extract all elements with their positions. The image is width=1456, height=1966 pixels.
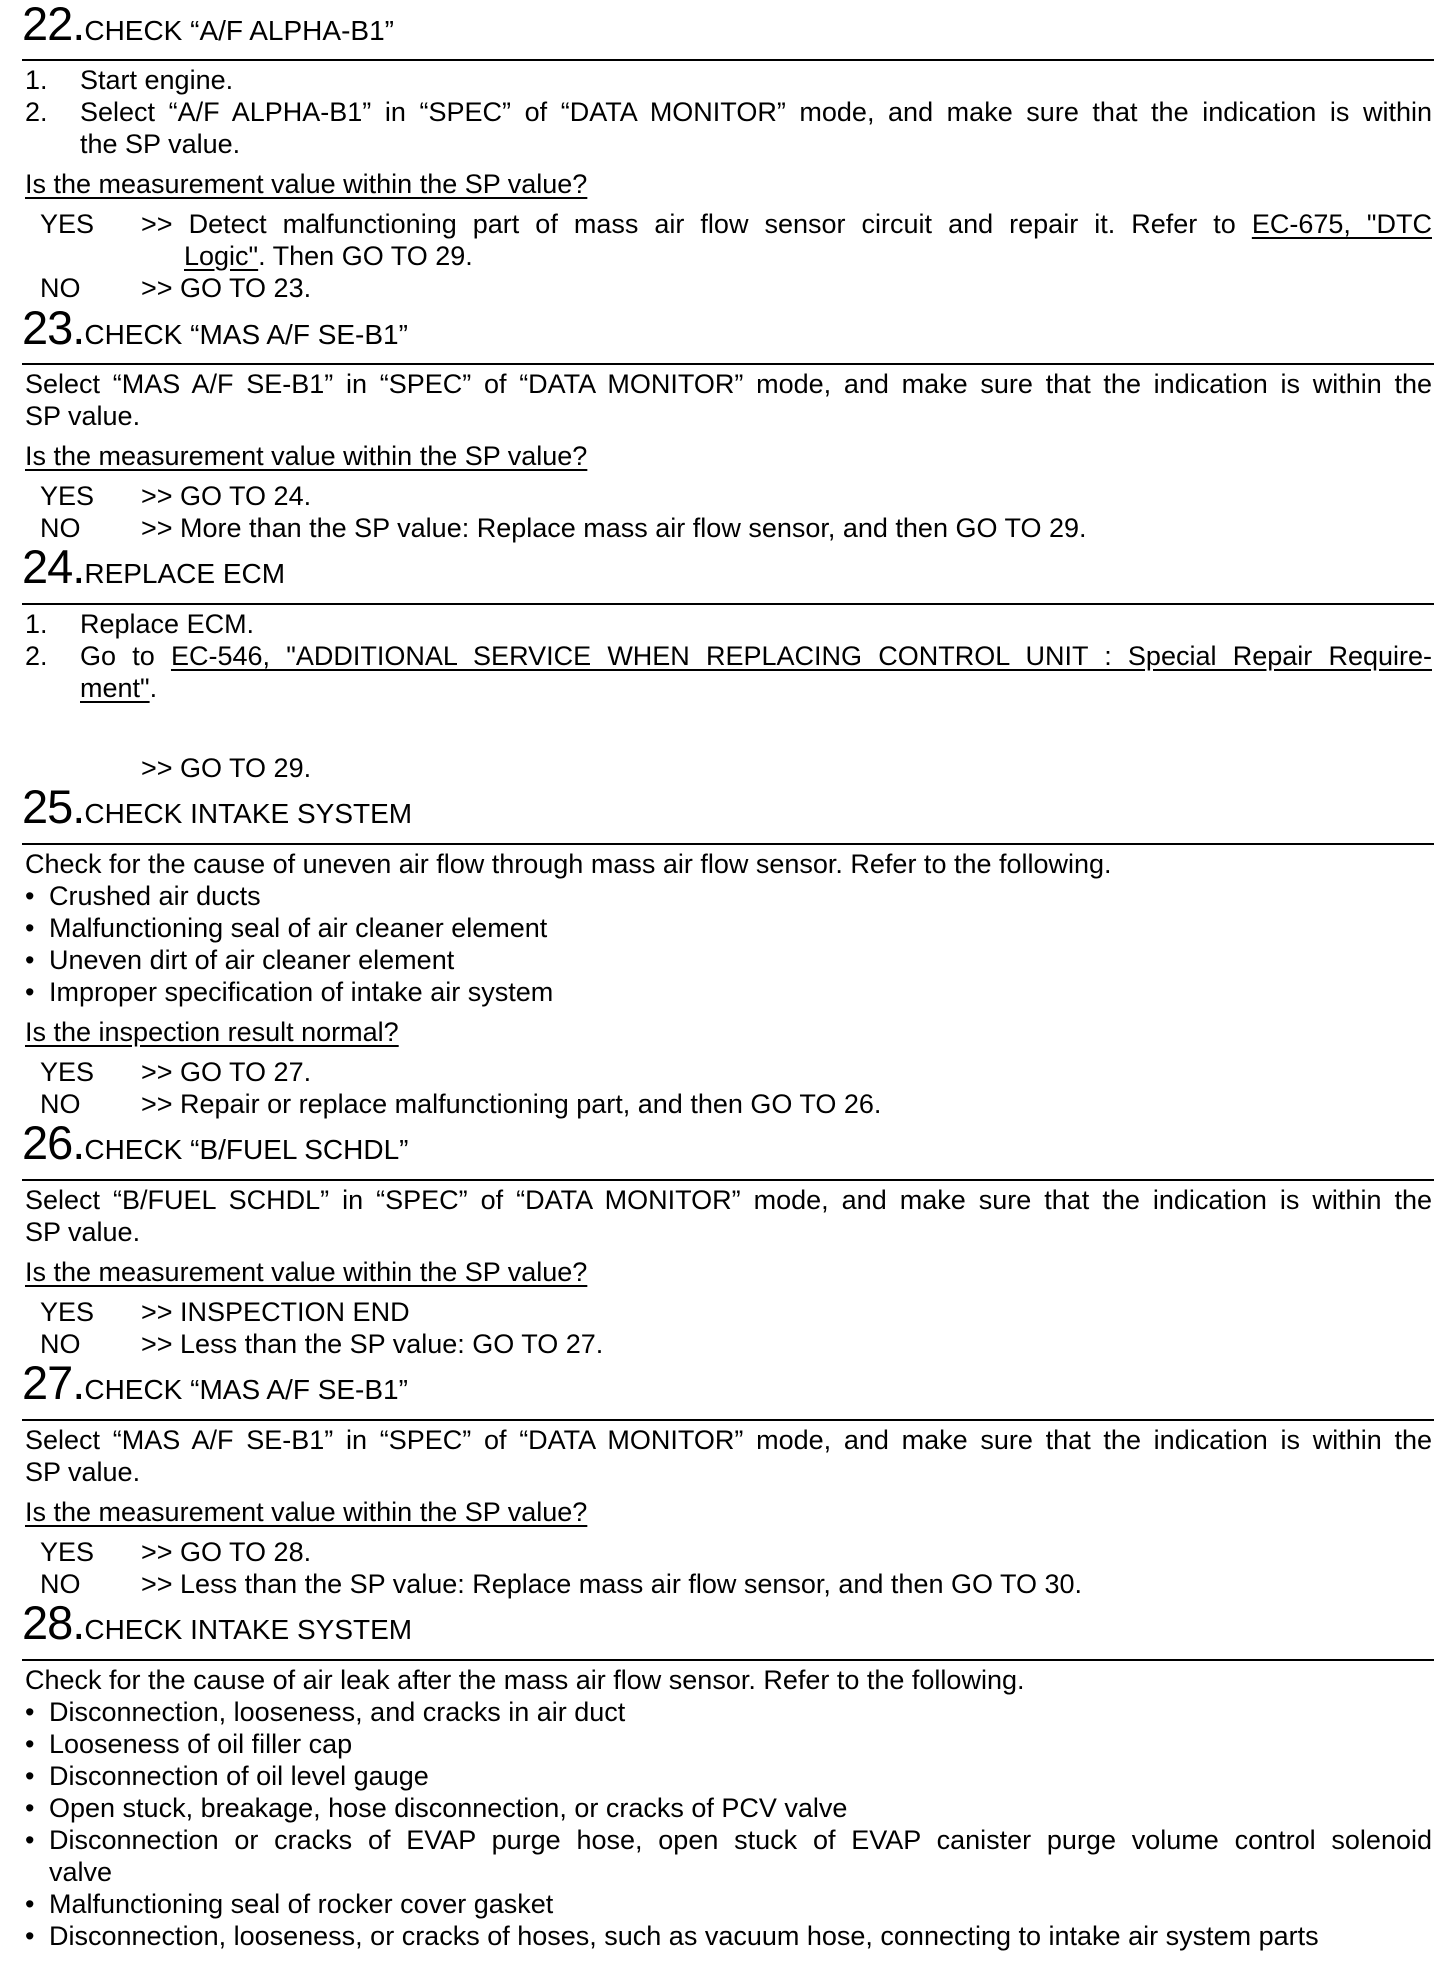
no-answer: >> Less than the SP value: Replace mass air flow sensor, and then GO TO 30. [141,1569,1083,1599]
section-divider [22,59,1434,61]
section-divider [22,1179,1434,1181]
section-divider [22,1419,1434,1421]
bullet-item: Malfunctioning seal of rocker cover gasket [49,1889,554,1919]
yes-answer-text: >> Detect malfunctioning part of mass air flow sensor circuit and repair it. Refer to [141,209,1252,239]
no-answer: >> More than the SP value: Replace mass air flow sensor, and then GO TO 29. [141,513,1087,543]
step-number: 23. [22,301,85,354]
bullet-item: Open stuck, breakage, hose disconnection, or cracks of PCV valve [49,1793,848,1823]
step-index: 1. [25,609,48,639]
step-number: 25. [22,780,85,833]
step-24-heading [22,540,286,603]
result: >> GO TO 29. [141,753,312,783]
yes-answer: >> GO TO 28. [141,1537,312,1567]
no-answer: >> Less than the SP value: GO TO 27. [141,1329,604,1359]
bullet-item: Improper specification of intake air system [49,977,554,1007]
step-title: CHECK “A/F ALPHA-B1” [84,15,394,46]
yes-label: YES [40,1297,95,1327]
no-label: NO [40,513,81,543]
bullet-item: Disconnection, looseness, and cracks in air duct [49,1697,626,1727]
body-text: Check for the cause of air leak after the mass air flow sensor. Refer to the following. [25,1665,1025,1695]
step-number: 22. [22,0,85,50]
yes-label: YES [40,481,95,511]
step-number: 24. [22,540,85,593]
section-divider [22,1659,1434,1661]
step-title: CHECK “B/FUEL SCHDL” [84,1134,409,1165]
bullet-mark: • [25,945,35,975]
bullet-mark: • [25,1793,35,1823]
step-number: 28. [22,1596,85,1649]
question: Is the measurement value within the SP value? [25,169,588,199]
section-divider [22,363,1434,365]
question: Is the measurement value within the SP value? [25,1497,588,1527]
yes-answer-text: . Then GO TO 29. [258,241,473,271]
step-text-continued: the SP value. [80,129,241,159]
step-text-continued [80,672,1432,704]
step-26-heading [22,1116,409,1179]
bullet-mark: • [25,1825,35,1855]
bullet-item: Disconnection, looseness, or cracks of hoses, such as vacuum hose, connecting to intake air system parts [49,1921,1319,1951]
bullet-mark: • [25,977,35,1007]
step-27-heading [22,1356,408,1419]
bullet-item-continued: valve [49,1857,113,1887]
step-28-heading [22,1596,413,1659]
additional-service-link-cont[interactable]: ment" [80,673,150,703]
step-index: 2. [25,641,48,671]
step-text: Select “A/F ALPHA-B1” in “SPEC” of “DATA MONITOR” mode, and make sure that the indication is within [80,97,1432,127]
bullet-mark: • [25,1921,35,1951]
bullet-item: Malfunctioning seal of air cleaner element [49,913,548,943]
body-text: Select “MAS A/F SE-B1” in “SPEC” of “DATA MONITOR” mode, and make sure that the indication is within the [25,1425,1432,1455]
step-text [80,640,1432,672]
no-label: NO [40,1569,81,1599]
bullet-mark: • [25,913,35,943]
step-number: 27. [22,1356,85,1409]
step-text: Start engine. [80,65,234,95]
yes-answer: >> GO TO 24. [141,481,312,511]
no-answer: >> Repair or replace malfunctioning part, and then GO TO 26. [141,1089,882,1119]
no-label: NO [40,1089,81,1119]
body-text: Check for the cause of uneven air flow through mass air flow sensor. Refer to the following. [25,849,1112,879]
step-title: REPLACE ECM [84,558,286,589]
no-label: NO [40,273,81,303]
bullet-mark: • [25,1889,35,1919]
step-22-heading [22,0,394,60]
bullet-mark: • [25,1729,35,1759]
bullet-mark: • [25,1761,35,1791]
no-label: NO [40,1329,81,1359]
yes-answer: >> INSPECTION END [141,1297,410,1327]
bullet-item: Crushed air ducts [49,881,261,911]
body-text: Select “B/FUEL SCHDL” in “SPEC” of “DATA MONITOR” mode, and make sure that the indication is within the [25,1185,1432,1215]
step-index: 2. [25,97,48,127]
yes-label: YES [40,1057,95,1087]
step-title: CHECK “MAS A/F SE-B1” [84,1374,408,1405]
no-answer: >> GO TO 23. [141,273,312,303]
additional-service-link[interactable]: EC-546, "ADDITIONAL SERVICE WHEN REPLACING CONTROL UNIT : Special Repair Require- [170,641,1432,671]
bullet-mark: • [25,881,35,911]
step-text-pre: Go to [80,641,171,671]
bullet-item: Disconnection or cracks of EVAP purge hose, open stuck of EVAP canister purge volume control solenoid [49,1825,1432,1855]
yes-answer: >> GO TO 27. [141,1057,312,1087]
yes-answer [141,208,1432,240]
dtc-logic-link[interactable]: EC-675, "DTC [1251,209,1432,239]
step-25-heading [22,780,413,843]
question: Is the measurement value within the SP value? [25,441,588,471]
yes-answer-continued [141,240,1432,272]
question: Is the measurement value within the SP value? [25,1257,588,1287]
step-text: Replace ECM. [80,609,255,639]
bullet-item: Uneven dirt of air cleaner element [49,945,455,975]
step-title: CHECK INTAKE SYSTEM [84,798,413,829]
step-title: CHECK INTAKE SYSTEM [84,1614,413,1645]
body-text: SP value. [25,1457,141,1487]
section-divider [22,603,1434,605]
body-text: Select “MAS A/F SE-B1” in “SPEC” of “DATA MONITOR” mode, and make sure that the indication is within the [25,369,1432,399]
yes-label: YES [40,1537,95,1567]
step-title: CHECK “MAS A/F SE-B1” [84,319,408,350]
step-23-heading [22,301,408,364]
section-divider [22,843,1434,845]
step-text-post: . [149,673,158,703]
step-index: 1. [25,65,48,95]
bullet-mark: • [25,1697,35,1727]
dtc-logic-link-cont[interactable]: Logic" [184,241,259,271]
bullet-item: Looseness of oil filler cap [49,1729,353,1759]
yes-label: YES [40,209,95,239]
body-text: SP value. [25,1217,141,1247]
body-text: SP value. [25,401,141,431]
question: Is the inspection result normal? [25,1017,399,1047]
step-number: 26. [22,1116,85,1169]
bullet-item: Disconnection of oil level gauge [49,1761,429,1791]
